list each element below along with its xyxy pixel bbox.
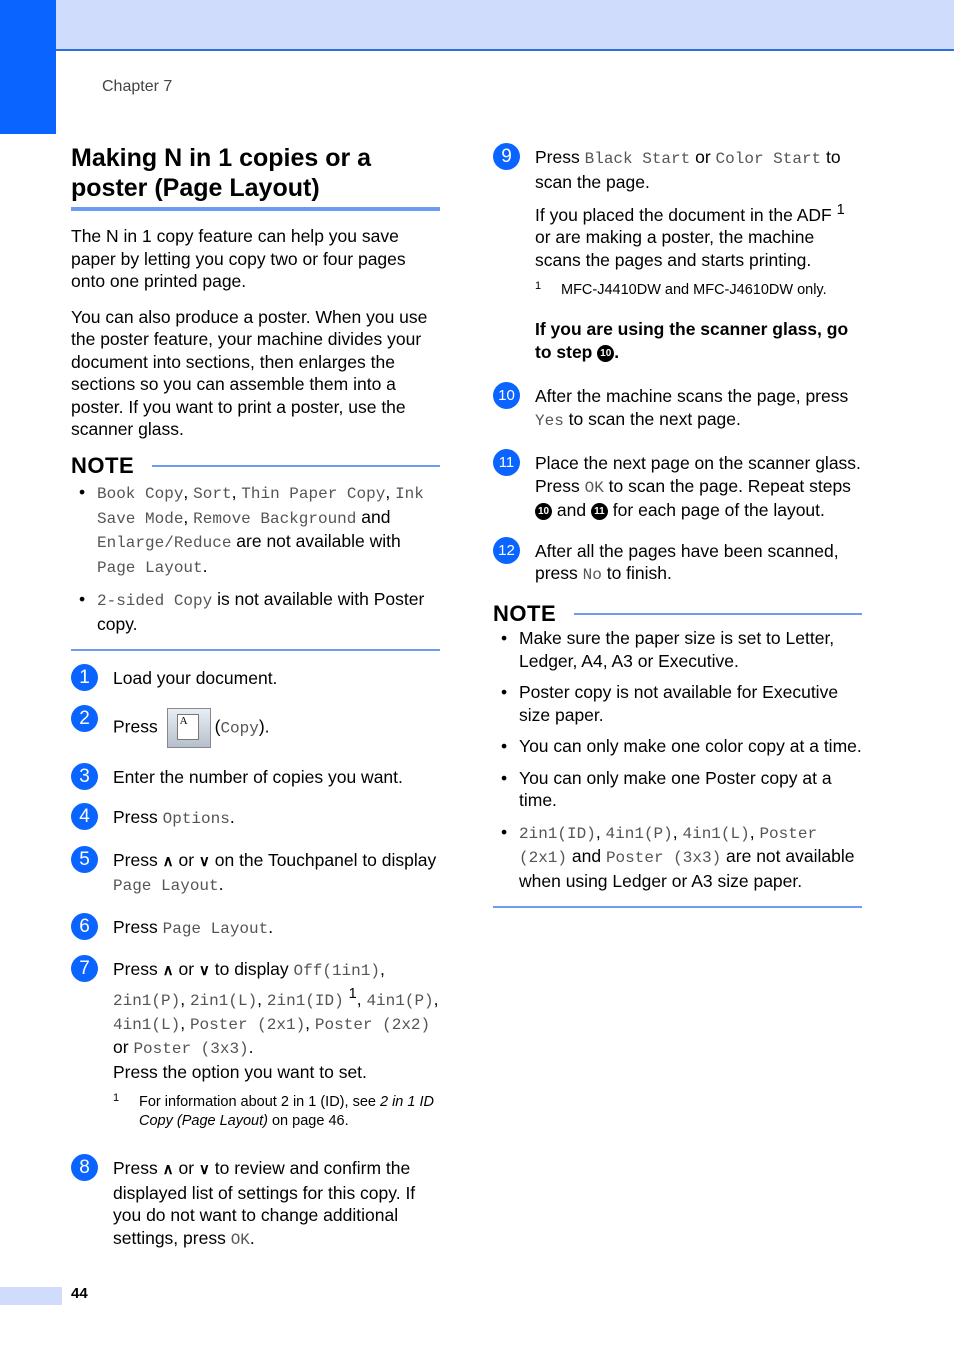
chapter-tab	[0, 0, 56, 134]
note-item: • Make sure the paper size is set to Letter, Ledger, A4, A3 or Executive.	[493, 627, 862, 672]
intro-paragraph-2: You can also produce a poster. When you use the poster feature, your machine divides your document into sections, then enlarges the sections so you can assemble them into a poster. If you want to print a poster, use the scanner glass.	[71, 306, 428, 439]
page-number: 44	[71, 1285, 88, 1302]
chapter-label: Chapter 7	[102, 78, 173, 95]
step-reference-icon: 10	[535, 503, 552, 520]
step-number: 3	[71, 763, 98, 790]
note-rule	[574, 613, 862, 615]
step-number: 4	[71, 803, 98, 830]
up-arrow-icon: ∧	[162, 852, 174, 870]
up-arrow-icon: ∧	[162, 962, 174, 979]
note-end-rule	[71, 649, 440, 651]
step-5: 5 Press ∧ or ∨ on the Touchpanel to display Page Layout.	[71, 849, 440, 898]
down-arrow-icon: ∨	[198, 962, 210, 979]
step-reference-icon: 10	[597, 345, 614, 362]
header-bar	[0, 0, 954, 51]
step-1: 1 Load your document.	[71, 667, 440, 690]
down-arrow-icon: ∨	[198, 1161, 210, 1179]
step-7: 7 Press ∧ or ∨ to display Off(1in1), 2in1(P), 2in1(L), 2in1(ID) $^1$, 4in1(P), 4in1(L), Poster (2x1), Poster (2x2) or Poster (3x3). Press the option you want to set. 1 For information about 2 in 1 (ID), see 2 in 1 ID Copy (Page Layout) on page 46.	[71, 958, 440, 1131]
note-rule	[152, 465, 440, 467]
note-item: • You can only make one Poster copy at a time.	[493, 767, 862, 812]
note-item: • 2in1(ID), 4in1(P), 4in1(L), Poster (2x1) and Poster (3x3) are not available when using Ledger or A3 size paper.	[493, 821, 862, 893]
step-number: 9	[493, 143, 520, 170]
footnote: 1 MFC-J4410DW and MFC-J4610DW only.	[535, 280, 827, 299]
note-item: • You can only make one color copy at a time.	[493, 735, 862, 758]
step-12: 12 After all the pages have been scanned, press No to finish.	[493, 540, 862, 587]
step-number: 7	[71, 955, 98, 982]
note-item: • Book Copy, Sort, Thin Paper Copy, Ink Save Mode, Remove Background and Enlarge/Reduce are not available with Page Layout.	[71, 481, 440, 579]
intro-paragraph-1: The N in 1 copy feature can help you save paper by letting you copy two or four pages onto one printed page.	[71, 226, 406, 291]
step-11: 11 Place the next page on the scanner glass. Press OK to scan the page. Repeat steps 10 and 11 for each page of the layout.	[493, 452, 862, 522]
step-10: 10 After the machine scans the page, press Yes to scan the next page.	[493, 385, 862, 432]
page-number-bar	[0, 1287, 62, 1305]
note-item: • 2-sided Copy is not available with Poster copy.	[71, 588, 440, 635]
section-title: Making N in 1 copies or a poster (Page Layout)	[71, 143, 440, 211]
step-number: 10	[493, 382, 520, 409]
step-number: 6	[71, 913, 98, 940]
left-column	[71, 143, 440, 1251]
footnote: 1 For information about 2 in 1 (ID), see 2 in 1 ID Copy (Page Layout) on page 46.	[113, 1092, 434, 1130]
note-end-rule	[493, 906, 862, 908]
up-arrow-icon: ∧	[162, 1161, 174, 1179]
step-number: 1	[71, 664, 98, 691]
step-9: 9 Press Black Start or Color Start to scan the page. If you placed the document in the ADF $^1$ or are making a poster, the machine scans the pages and starts printing. 1 MFC-J4410DW and MFC-J4610DW only. If you are using the scanner glass, go to step 10 .	[493, 146, 862, 363]
note-box-2	[493, 600, 862, 909]
step-reference-icon: 11	[591, 503, 608, 520]
right-column	[493, 142, 862, 908]
step-7-instruction: Press the option you want to set.	[113, 1061, 367, 1082]
step-6: 6 Press Page Layout.	[71, 916, 440, 941]
step-4: 4 Press Options.	[71, 806, 440, 831]
step-number: 5	[71, 846, 98, 873]
down-arrow-icon: ∨	[198, 852, 210, 870]
note-item: • Poster copy is not available for Executive size paper.	[493, 681, 862, 726]
note-box-1	[71, 452, 440, 652]
step-number: 12	[493, 537, 520, 564]
step-2: 2 Press A (Copy).	[71, 708, 440, 748]
step-3: 3 Enter the number of copies you want.	[71, 766, 440, 789]
step-number: 11	[493, 449, 520, 476]
note-title: NOTE	[71, 452, 135, 478]
copy-button-icon[interactable]: A	[167, 708, 211, 748]
step-number: 2	[71, 705, 98, 732]
step-8: 8 Press ∧ or ∨ to review and confirm the displayed list of settings for this copy. If you do not want to change additional settings, press OK.	[71, 1157, 440, 1251]
note-title: NOTE	[493, 600, 557, 626]
step-number: 8	[71, 1154, 98, 1181]
